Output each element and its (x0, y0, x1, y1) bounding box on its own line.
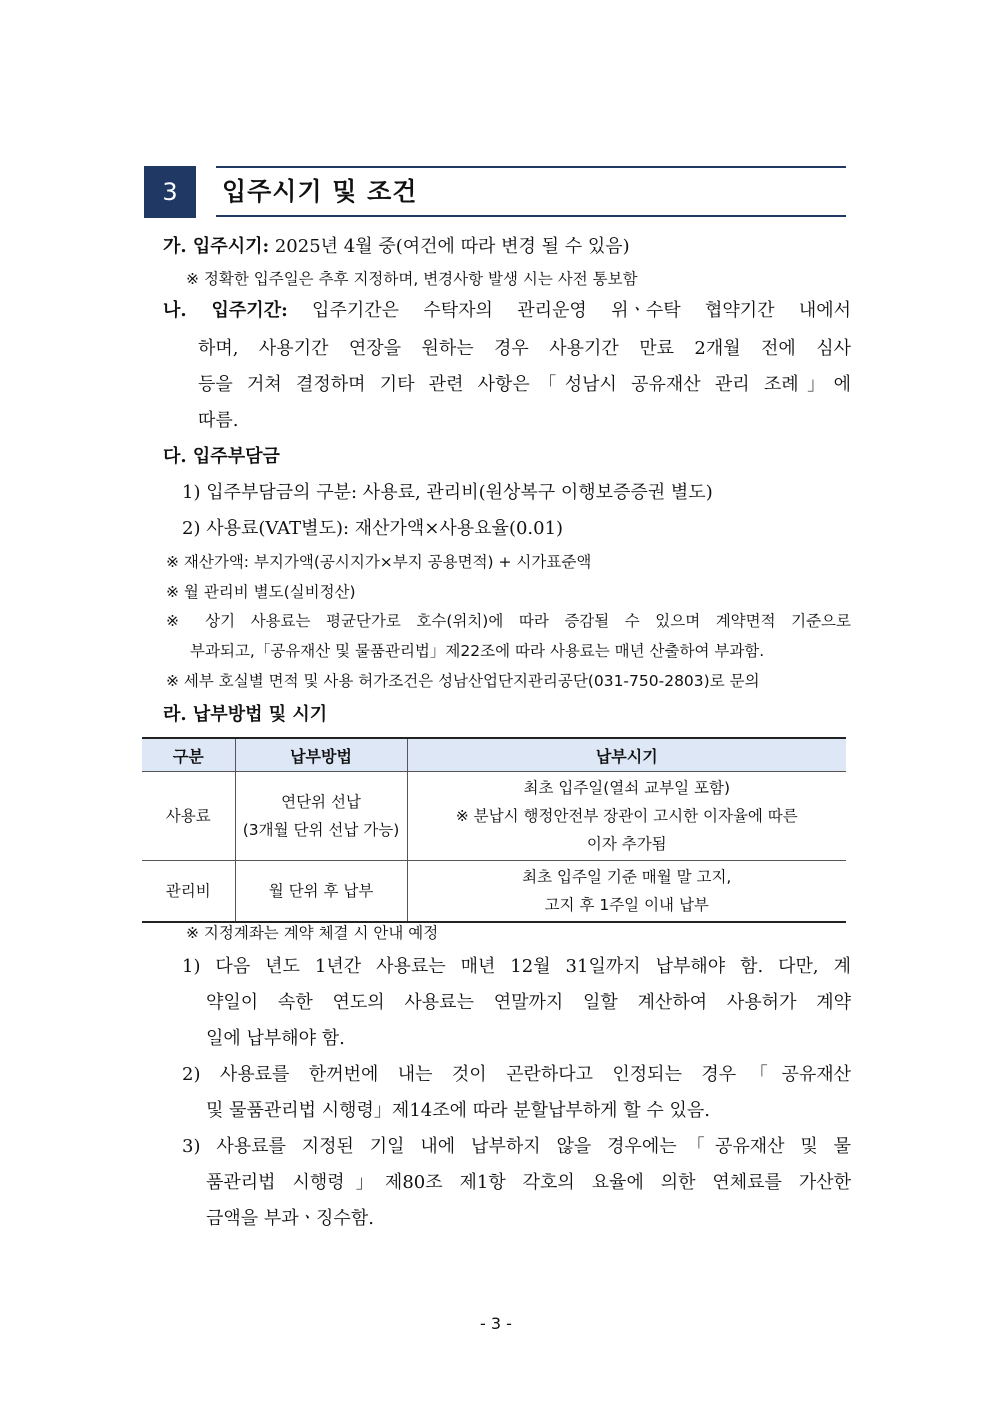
na-line-3: 등을 거쳐 결정하며 기타 관련 사항은「성남시 공유재산 관리 조례」에 (198, 374, 851, 395)
section-number-badge: 3 (144, 166, 196, 218)
da-note-1: ※ 재산가액: 부지가액(공시지가×부지 공용면적) + 시가표준액 (166, 553, 592, 571)
ra-note: ※ 지정계좌는 계약 체결 시 안내 예정 (186, 924, 439, 942)
row-usage-timing-line-2: ※ 분납시 행정안전부 장관이 고시한 이자율에 따른 (455, 807, 798, 825)
table-row (142, 772, 846, 861)
row-usage-timing-line-3: 이자 추가됨 (586, 835, 667, 853)
da-note-4: ※ 세부 호실별 면적 및 사용 허가조건은 성남산업단지관리공단(031-750-2803)로 문의 (166, 672, 760, 690)
na-line-4: 따름. (198, 410, 239, 431)
row-usage-type: 사용료 (142, 772, 235, 861)
ga-note: ※ 정확한 입주일은 추후 지정하며, 변경사항 발생 시는 사전 통보함 (186, 270, 638, 288)
ra-item-1a: 1) 다음 년도 1년간 사용료는 매년 12월 31일까지 납부해야 함. 다만, 계 (182, 956, 851, 977)
row-usage-method-line-1: 연단위 선납 (281, 793, 361, 811)
row-usage-timing (407, 772, 846, 861)
ga-label: 가. 입주시기: (163, 236, 270, 257)
row-mgmt-timing (407, 861, 846, 923)
na-line-2: 하며, 사용기간 연장을 원하는 경우 사용기간 만료 2개월 전에 심사 (198, 338, 851, 359)
na-line-1 (163, 296, 851, 322)
ra-item-1b: 약일이 속한 연도의 사용료는 연말까지 일할 계산하여 사용허가 계약 (206, 992, 851, 1013)
da-item-1: 1) 입주부담금의 구분: 사용료, 관리비(원상복구 이행보증증권 별도) (182, 482, 713, 503)
table-header-type: 구분 (142, 738, 235, 772)
table-header-method: 납부방법 (235, 738, 407, 772)
da-note-2: ※ 월 관리비 별도(실비정산) (166, 583, 356, 601)
row-usage-method-line-2: (3개월 단위 선납 가능) (242, 821, 400, 839)
payment-table (142, 737, 846, 923)
ra-item-2b: 및 물품관리법 시행령」제14조에 따라 분할납부하게 할 수 있음. (206, 1100, 710, 1121)
ra-item-3b: 품관리법 시행령」제80조 제1항 각호의 요율에 의한 연체료를 가산한 (206, 1172, 851, 1193)
ga-line (163, 232, 630, 258)
da-item-2: 2) 사용료(VAT별도): 재산가액×사용요율(0.01) (182, 518, 564, 539)
ra-item-2a: 2) 사용료를 한꺼번에 내는 것이 곤란하다고 인정되는 경우「공유재산 (182, 1064, 851, 1085)
na-line1-text: 입주기간은 수탁자의 관리운영 위ㆍ수탁 협약기간 내에서 (287, 300, 852, 321)
section-rule-bottom (216, 215, 846, 217)
ra-item-3c: 금액을 부과ㆍ징수함. (206, 1208, 374, 1229)
table-header-row (142, 738, 846, 772)
da-note-3a: ※ 상기 사용료는 평균단가로 호수(위치)에 따라 증감될 수 있으며 계약면적 기준으로 (166, 612, 851, 630)
ra-heading: 라. 납부방법 및 시기 (163, 704, 328, 725)
na-label: 나. 입주기간: (163, 300, 288, 321)
row-usage-method (235, 772, 407, 861)
page-number: - 3 - (480, 1314, 512, 1333)
section-title: 입주시기 및 조건 (222, 177, 418, 206)
da-note-3b: 부과되고,「공유재산 및 물품관리법」제22조에 따라 사용료는 매년 산출하여 부과함. (190, 642, 765, 660)
section-rule-top (216, 166, 846, 168)
ga-text: 2025년 4월 중(여건에 따라 변경 될 수 있음) (269, 236, 630, 257)
row-mgmt-method: 월 단위 후 납부 (235, 861, 407, 923)
row-mgmt-timing-line-1: 최초 입주일 기준 매월 말 고지, (522, 868, 732, 886)
ra-item-3a: 3) 사용료를 지정된 기일 내에 납부하지 않을 경우에는「공유재산 및 물 (182, 1136, 851, 1157)
table-header-timing: 납부시기 (407, 738, 846, 772)
row-usage-timing-line-1: 최초 입주일(열쇠 교부일 포함) (523, 779, 731, 797)
table-row (142, 861, 846, 923)
da-heading: 다. 입주부담금 (163, 446, 280, 467)
row-mgmt-timing-line-2: 고지 후 1주일 이내 납부 (544, 896, 709, 914)
row-mgmt-type: 관리비 (142, 861, 235, 923)
ra-item-1c: 일에 납부해야 함. (206, 1028, 345, 1049)
